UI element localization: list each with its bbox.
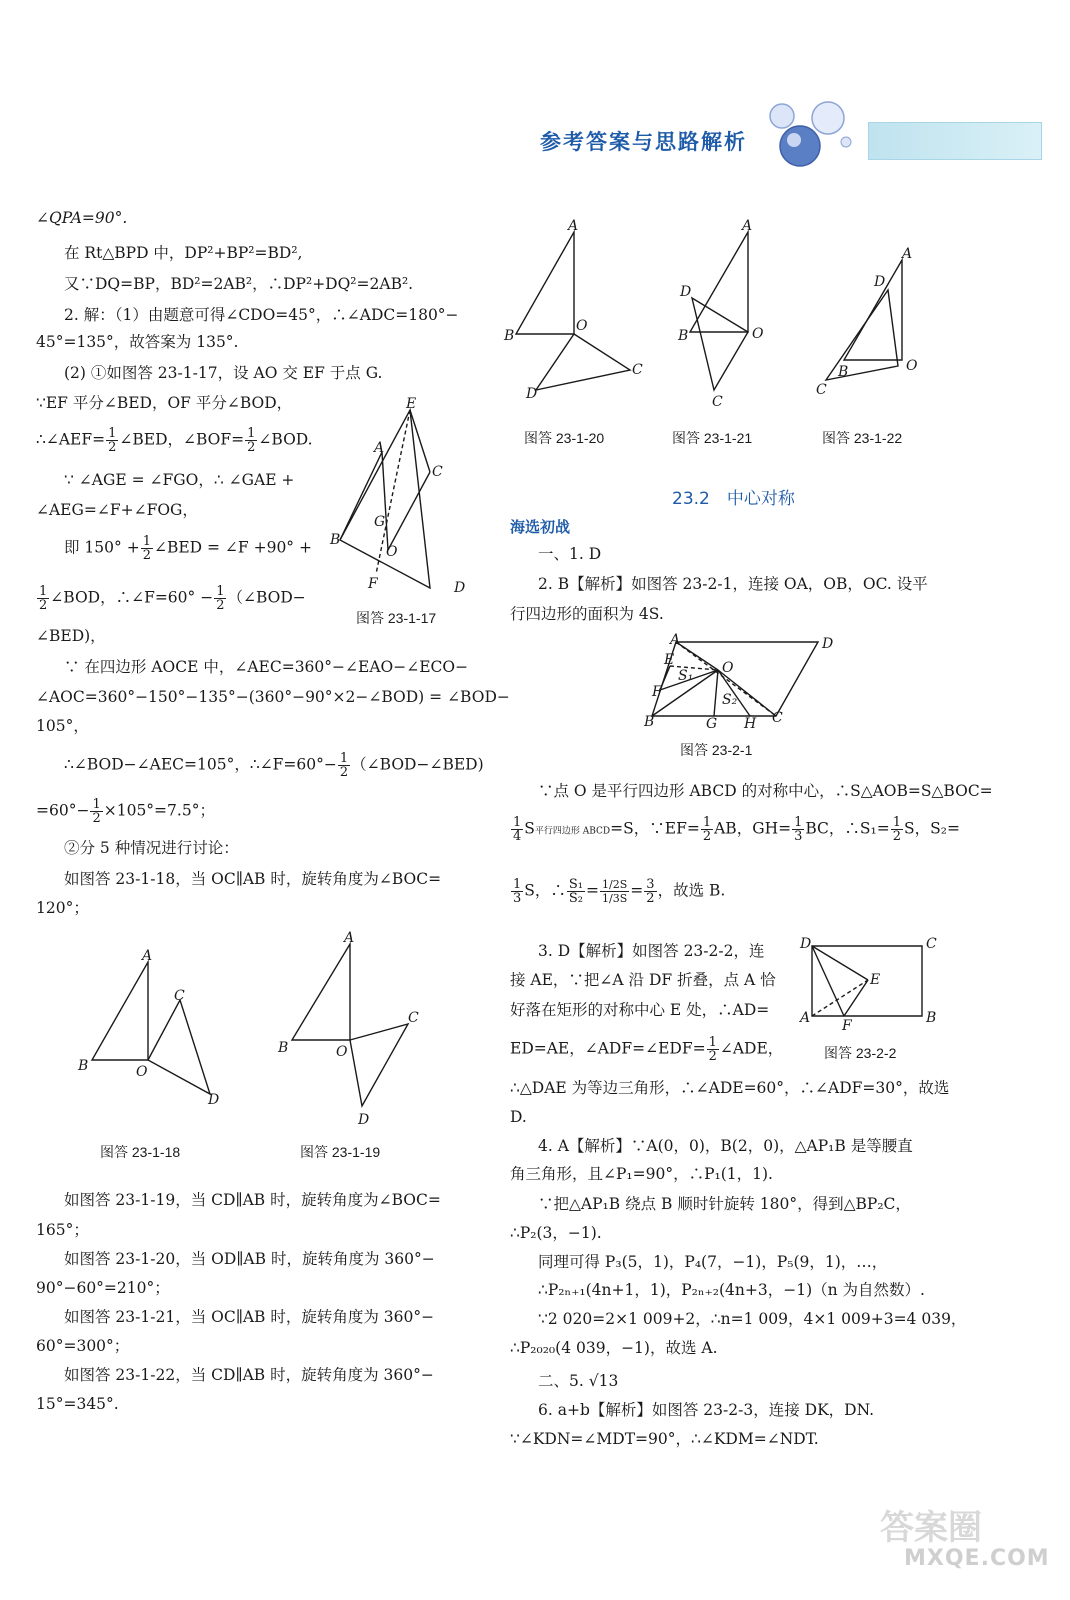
text-line: 4. A【解析】∵A(0，0)，B(2，0)，△AP₁B 是等腰直 bbox=[538, 1137, 913, 1155]
text-line: $\frac{1}{3}$ S，∴ $\frac{\text{S₁}}{\text{S₂}}$ = $\frac{1/2S}{1/3S}$ = $\frac{3}{2}$ ，故选 B. bbox=[513, 877, 726, 906]
figure-caption: 图答 23-1-21 bbox=[672, 430, 753, 446]
text-line: ∵2 020=2×1 009+2，∴n=1 009，4×1 009+3=4 039， bbox=[538, 1310, 967, 1328]
svg-text:A: A bbox=[800, 1010, 811, 1026]
figure-caption: 图答 23-1-20 bbox=[524, 430, 605, 446]
svg-text:B: B bbox=[644, 714, 655, 730]
figure-23-1-18 bbox=[74, 948, 234, 1108]
text-line: 即 150° + $\frac{1}{2}$ ∠BED = ∠F +90° + bbox=[64, 534, 312, 563]
svg-text:G: G bbox=[706, 716, 718, 732]
svg-text:B: B bbox=[278, 1040, 289, 1056]
svg-text:C: C bbox=[408, 1010, 419, 1026]
compound-fraction: $\frac{1/2S}{1/3S}$ bbox=[602, 878, 628, 905]
text-line: (2) ①如图答 23-1-17，设 AO 交 EF 于点 G. bbox=[64, 364, 383, 382]
svg-text:D: D bbox=[874, 274, 886, 290]
text-line: 2. 解：（1）由题意可得∠CDO=45°，∴∠ADC=180°− bbox=[64, 306, 459, 324]
svg-text:D: D bbox=[800, 936, 812, 952]
svg-text:D: D bbox=[822, 636, 834, 652]
svg-text:E: E bbox=[870, 972, 881, 988]
svg-text:S₁: S₁ bbox=[678, 668, 694, 684]
text-line: ∵把△AP₁B 绕点 B 顺时针旋转 180°，得到△BP₂C， bbox=[538, 1195, 911, 1213]
text-line: 105°， bbox=[36, 717, 89, 735]
svg-text:H: H bbox=[744, 716, 757, 732]
text-line: =60°− $\frac{1}{2}$ ×105°=7.5°； bbox=[36, 797, 215, 826]
svg-text:O: O bbox=[386, 544, 398, 560]
svg-text:B: B bbox=[330, 532, 341, 548]
text-line: 又∵DQ=BP，BD²=2AB²，∴DP²+DQ²=2AB². bbox=[64, 275, 414, 293]
svg-text:B: B bbox=[926, 1010, 937, 1026]
text-line: ∵∠KDN=∠MDT=90°，∴∠KDM=∠NDT. bbox=[510, 1430, 819, 1448]
svg-text:D: D bbox=[208, 1092, 220, 1108]
figure-caption: 图答 23-1-18 bbox=[100, 1144, 181, 1160]
svg-text:O: O bbox=[906, 358, 918, 374]
fraction: $\frac{1}{2}$ bbox=[708, 1035, 717, 1064]
fraction: $\frac{1}{2}$ bbox=[892, 815, 902, 844]
svg-text:D: D bbox=[454, 580, 466, 596]
svg-text:D: D bbox=[358, 1112, 370, 1128]
text-line: ∵点 O 是平行四边形 ABCD 的对称中心，∴S△AOB=S△BOC= bbox=[538, 782, 993, 800]
svg-text:B: B bbox=[678, 328, 689, 344]
svg-text:E: E bbox=[664, 652, 675, 668]
text-line: 165°； bbox=[36, 1221, 89, 1239]
fraction: $\frac{1}{2}$ bbox=[108, 426, 117, 455]
text-line: ∴∠BOD−∠AEC=105°，∴∠F=60°− $\frac{1}{2}$ （∠BOD−∠BED) bbox=[64, 751, 484, 780]
svg-text:D: D bbox=[680, 284, 692, 300]
text-line: ∴∠AEF= $\frac{1}{2}$ ∠BED，∠BOF= $\frac{1}{2}$ ∠BOD. bbox=[36, 426, 313, 455]
watermark-logo: 答案圈 bbox=[880, 1508, 982, 1548]
svg-text:A: A bbox=[344, 930, 355, 946]
text-line: ∵EF 平分∠BED，OF 平分∠BOD， bbox=[36, 394, 293, 412]
svg-text:C: C bbox=[772, 710, 783, 726]
svg-text:C: C bbox=[432, 464, 443, 480]
text-line: 3. D【解析】如图答 23-2-2，连 bbox=[538, 942, 765, 960]
text-line: $\frac{1}{2}$ ∠BOD，∴∠F=60° − $\frac{1}{2}$ （∠BOD− bbox=[39, 584, 306, 613]
svg-text:C: C bbox=[712, 394, 723, 410]
svg-text:B: B bbox=[78, 1058, 89, 1074]
fraction: $\frac{1}{2}$ bbox=[216, 584, 225, 613]
text-line: ∠AOC=360°−150°−135°−(360°−90°×2−∠BOD) = ∠BOD− bbox=[36, 688, 510, 706]
subsection-heading: 海选初战 bbox=[510, 518, 571, 536]
section-title: 23.2 中心对称 bbox=[672, 489, 795, 509]
svg-text:A: A bbox=[902, 246, 913, 262]
text-line: ED=AE，∠ADF=∠EDF= $\frac{1}{2}$ ∠ADE， bbox=[510, 1035, 784, 1064]
text-line: 60°=300°； bbox=[36, 1337, 130, 1355]
text-line: ∴P₂₀₂₀(4 039，−1)，故选 A. bbox=[510, 1339, 718, 1357]
svg-text:S₂: S₂ bbox=[722, 692, 738, 708]
page-header-title: 参考答案与思路解析 bbox=[540, 130, 747, 154]
figure-caption: 图答 23-1-17 bbox=[356, 610, 437, 626]
text-line: ②分 5 种情况进行讨论： bbox=[64, 839, 239, 857]
figure-23-1-17 bbox=[330, 398, 480, 598]
figure-caption: 图答 23-1-22 bbox=[822, 430, 903, 446]
svg-text:C: C bbox=[174, 988, 185, 1004]
svg-text:A: A bbox=[670, 632, 681, 648]
text-line: 15°=345°. bbox=[36, 1395, 119, 1413]
figure-23-1-20 bbox=[500, 214, 660, 404]
svg-text:B: B bbox=[504, 328, 515, 344]
svg-text:A: A bbox=[142, 948, 153, 964]
text-line: 在 Rt△BPD 中，DP²+BP²=BD², bbox=[64, 244, 303, 262]
text-line: ∵ ∠AGE = ∠FGO，∴ ∠GAE + bbox=[64, 471, 295, 489]
text-line: D. bbox=[510, 1108, 527, 1126]
figure-23-2-2 bbox=[798, 932, 944, 1036]
svg-text:F: F bbox=[368, 576, 378, 592]
fraction: $\frac{\text{S₁}}{\text{S₂}}$ bbox=[568, 877, 584, 906]
text-line: 45°=135°，故答案为 135°. bbox=[36, 333, 239, 351]
svg-text:D: D bbox=[526, 386, 538, 402]
text-line: 行四边形的面积为 4S. bbox=[510, 605, 664, 623]
svg-text:F: F bbox=[652, 684, 662, 700]
bubble-decoration-icon bbox=[760, 98, 860, 178]
svg-text:A: A bbox=[568, 218, 579, 234]
text-line: 同理可得 P₃(5，1)，P₄(7，−1)，P₅(9，1)，…， bbox=[538, 1253, 888, 1271]
text-line: ∴△DAE 为等边三角形，∴∠ADE=60°，∴∠ADF=30°，故选 bbox=[510, 1079, 950, 1097]
fraction: $\frac{1}{2}$ bbox=[142, 534, 151, 563]
svg-text:O: O bbox=[336, 1044, 348, 1060]
watermark-url: MXQE.COM bbox=[904, 1546, 1050, 1571]
text-line: $\frac{1}{4}$ S平行四边形 ABCD=S，∵EF= $\frac{1}{2}$ AB，GH= $\frac{1}{3}$ BC，∴S₁= $\frac{1}{2}$ S，S₂= bbox=[513, 815, 960, 844]
fraction: $\frac{1}{2}$ bbox=[339, 751, 349, 780]
figure-caption: 图答 23-2-1 bbox=[680, 742, 753, 758]
svg-text:C: C bbox=[926, 936, 937, 952]
text-line: 好落在矩形的对称中心 E 处，∴AD= bbox=[510, 1001, 770, 1019]
figure-caption: 图答 23-1-19 bbox=[300, 1144, 381, 1160]
text-line: 120°； bbox=[36, 899, 89, 917]
fraction: $\frac{1}{2}$ bbox=[247, 426, 256, 455]
svg-text:O: O bbox=[722, 660, 734, 676]
svg-text:F: F bbox=[842, 1018, 852, 1034]
fraction: $\frac{3}{2}$ bbox=[646, 877, 655, 906]
fraction: $\frac{1}{2}$ bbox=[39, 584, 48, 613]
svg-text:O: O bbox=[752, 326, 764, 342]
svg-text:C: C bbox=[632, 362, 643, 378]
text-line: 如图答 23-1-21，当 OC∥AB 时，旋转角度为 360°− bbox=[64, 1308, 435, 1326]
svg-text:E: E bbox=[406, 396, 417, 412]
text-line: ∠BED)， bbox=[36, 627, 106, 645]
figure-23-1-21 bbox=[672, 214, 792, 410]
text-line: ∵ 在四边形 AOCE 中，∠AEC=360°−∠EAO−∠ECO− bbox=[64, 658, 469, 676]
text-line: ∠AEG=∠F+∠FOG， bbox=[36, 501, 198, 519]
fraction: $\frac{1}{2}$ bbox=[92, 797, 101, 826]
svg-text:B: B bbox=[838, 364, 849, 380]
svg-text:G: G bbox=[374, 514, 386, 530]
text-line: 接 AE，∵把∠A 沿 DF 折叠，点 A 恰 bbox=[510, 971, 776, 989]
figure-23-2-1 bbox=[640, 630, 834, 734]
text-line: 如图答 23-1-19，当 CD∥AB 时，旋转角度为∠BOC= bbox=[64, 1191, 441, 1209]
fraction: $\frac{1}{2}$ bbox=[702, 815, 712, 844]
figure-caption: 图答 23-2-2 bbox=[824, 1045, 897, 1061]
figure-23-1-22 bbox=[812, 246, 932, 406]
fraction: $\frac{1}{3}$ bbox=[513, 877, 522, 906]
svg-text:O: O bbox=[576, 318, 588, 334]
text-line: 如图答 23-1-20，当 OD∥AB 时，旋转角度为 360°− bbox=[64, 1250, 435, 1268]
svg-text:A: A bbox=[374, 440, 385, 456]
text-line: ∴P₂ₙ₊₁(4n+1，1)，P₂ₙ₊₂(4n+3，−1)（n 为自然数）. bbox=[538, 1281, 925, 1299]
svg-text:A: A bbox=[742, 218, 753, 234]
svg-text:C: C bbox=[816, 382, 827, 398]
header-band bbox=[868, 122, 1042, 160]
figure-23-1-19 bbox=[272, 928, 432, 1128]
text-line: 90°−60°=210°； bbox=[36, 1279, 170, 1297]
text-line: 角三角形，且∠P₁=90°，∴P₁(1，1). bbox=[510, 1165, 773, 1183]
text-line: 2. B【解析】如图答 23-2-1，连接 OA，OB，OC. 设平 bbox=[538, 575, 928, 593]
text-line: 如图答 23-1-18，当 OC∥AB 时，旋转角度为∠BOC= bbox=[64, 870, 442, 888]
text-line: ∠QPA=90°. bbox=[36, 209, 128, 227]
header-bubbles bbox=[760, 98, 860, 178]
text-line: ∴P₂(3，−1). bbox=[510, 1224, 602, 1242]
svg-text:O: O bbox=[136, 1064, 148, 1080]
fraction: $\frac{1}{3}$ bbox=[794, 815, 803, 844]
text-line: 如图答 23-1-22，当 CD∥AB 时，旋转角度为 360°− bbox=[64, 1366, 434, 1384]
text-line: 二、5. √13 bbox=[538, 1372, 619, 1390]
text-line: 一、1. D bbox=[538, 545, 602, 563]
text-line: 6. a+b【解析】如图答 23-2-3，连接 DK，DN. bbox=[538, 1401, 875, 1419]
fraction: $\frac{1}{4}$ bbox=[513, 815, 522, 844]
